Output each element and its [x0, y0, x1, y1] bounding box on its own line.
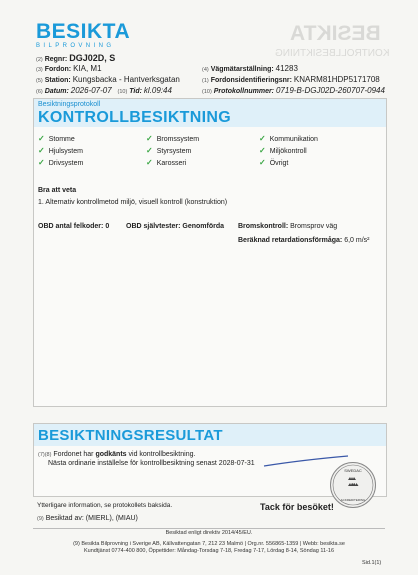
- obd-felkoder: OBD antal felkoder: 0: [38, 223, 110, 230]
- result-header-band: [34, 424, 386, 446]
- protocol-section: [33, 98, 387, 407]
- protocol-title: KONTROLLBESIKTNING: [38, 109, 231, 126]
- retardation: Beräknad retardationsförmåga: 6,0 m/s²: [238, 237, 370, 244]
- footer-divider: [33, 528, 385, 529]
- check-bromssystem: ✓ Bromssystem: [146, 134, 200, 143]
- page-number: Sid.1(1): [362, 560, 382, 566]
- besikta-logo: BESIKTA BILPROVNING: [36, 20, 131, 49]
- check-kommunikation: ✓ Kommunikation: [259, 134, 318, 143]
- checkmark-icon: ✓: [38, 146, 45, 155]
- checkmark-icon: ✓: [146, 158, 153, 167]
- bra-att-veta-heading: Bra att veta: [38, 187, 77, 194]
- check-styrsystem: ✓ Styrsystem: [146, 146, 192, 155]
- ytterligare-info: Ytterligare information, se protokollets baksida.: [37, 502, 173, 509]
- result-title: BESIKTNINGSRESULTAT: [38, 427, 223, 444]
- check-ovrigt: ✓ Övrigt: [259, 158, 289, 167]
- customer-service: Kundtjänst 0774-400 800, Öppettider: Måndag-Torsdag 7-18, Fredag 7-17, Lördag 8-14, Söndag 11-16: [83, 548, 334, 554]
- vin-field: (1) Fordonsidentifieringsnr: KNARM81HDP5171708: [202, 75, 380, 84]
- regnr-field: (2) Regnr: DGJ02D, S: [36, 53, 116, 63]
- checkmark-icon: ✓: [146, 134, 153, 143]
- company-address: (9) Besikta Bilprovning i Sverige AB, Källvattengatan 7, 212 23 Malmö | Org.nr. 556865-1359 | Webb: besikta.se: [73, 541, 345, 547]
- check-stomme: ✓ Stomme: [38, 134, 75, 143]
- check-hjulsystem: ✓ Hjulsystem: [38, 146, 83, 155]
- checkmark-icon: ✓: [38, 134, 45, 143]
- checkmark-icon: ✓: [259, 158, 266, 167]
- checkmark-icon: ✓: [38, 158, 45, 167]
- check-miljokontroll: ✓ Miljökontroll: [259, 146, 307, 155]
- vagmatar-field: (4) Vägmätarställning: 41283: [202, 64, 298, 73]
- fordon-field: (3) Fordon: KIA, M1: [36, 64, 102, 73]
- protocol-header-band: Besiktningsprotokoll KONTROLLBESIKTNING: [34, 99, 386, 127]
- reverse-side-show-through: BESIKTA: [290, 22, 381, 45]
- check-drivsystem: ✓ Drivsystem: [38, 158, 84, 167]
- checkmark-icon: ✓: [259, 146, 266, 155]
- protokollnummer-field: (10) Protokollnummer: 0719-B-DGJ02D-260707-0944: [202, 86, 385, 95]
- besiktad-av: (9) Besiktad av: (MIERL), (MIAU): [37, 515, 138, 522]
- bromskontroll: Bromskontroll: Bromsprov väg: [238, 223, 338, 230]
- result-approved-line: (7)(8) Fordonet har godkänts vid kontrollbesiktning.: [38, 451, 196, 458]
- thank-you-text: Tack för besöket!: [260, 502, 334, 512]
- swedac-crowns-icon: [331, 463, 375, 507]
- obd-sjalvtester: OBD självtester: Genomförda: [126, 223, 225, 230]
- station-field: (5) Station: Kungsbacka - Hantverksgatan: [36, 75, 180, 84]
- next-inspection-line: Nästa ordinarie inställelse för kontrollbesiktning senast 2028-07-31: [48, 460, 255, 467]
- bra-att-veta-item: 1. Alternativ kontrollmetod miljö, visuell kontroll (konstruktion): [38, 199, 228, 206]
- svg-text:SWEDAC: SWEDAC: [344, 468, 362, 473]
- directive-text: Besiktad enligt direktiv 2014/45/EU.: [165, 530, 253, 536]
- check-karosseri: ✓ Karosseri: [146, 158, 187, 167]
- swedac-accreditation-seal: [330, 462, 376, 508]
- datum-field: (6) Datum: 2026-07-07 (10) Tid: kl.09:44: [36, 86, 172, 95]
- checkmark-icon: ✓: [259, 134, 266, 143]
- checkmark-icon: ✓: [146, 146, 153, 155]
- svg-text:ACKREDITERING: ACKREDITERING: [340, 498, 366, 502]
- inspection-protocol-page: BESIKTA KONTROLLBESIKTNING BESIKTA BILPROVNING (2) Regnr: DGJ02D, S (3) Fordon: KIA, M1 (5) Station: Kungsbacka - Hantverksgatan (6) Datum: 2026-07-07 (10) Tid: kl.09:44 (4) Vägmätarställning: 41283 (1) Fordonsidentifieringsnr: KNARM81HDP5171708 (10) Protokollnummer: 0719-B-DGJ02D-260707-0944 Besiktningsprotokoll KONTROLLBESIKTNING ✓ Stomme ✓ Bromssystem ✓ Kommunikation ✓ Hjulsystem ✓ Styrsystem ✓ Miljökontroll ✓ Drivsystem ✓ Karosseri ✓ Övrigt Bra att veta 1. Alternativ kontrollmetod miljö, visuell kontroll (konstruktion) OBD antal felkoder: 0 OBD självtester: Genomförda Bromskontroll: Bromsprov väg Beräknad retardationsförmåga: 6,0 m/s² BESIKTNINGSRESULTAT (7)(8) Fordonet har godkänts vid kontrollbesiktning. Nästa ordinarie inställelse för kontrollbesiktning senast 2028-07-31 SWEDAC ACKREDITERING Ytterligare information, se protokollets baksida. Tack för besöket! (9) Besiktad av: (MIERL), (MIAU) Besiktad enligt direktiv 2014/45/EU. (9) Besikta Bilprovning i Sverige AB, Källvattengatan 7, 212 23 Malmö | Org.nr. 556865-1359 | Webb: besikta.se Kundtjänst 0774-400 800, Öppettider: Måndag-Torsdag 7-18, Fredag 7-17, Lördag 8-14, Söndag 11-16 Sid.1(1): [0, 0, 418, 575]
